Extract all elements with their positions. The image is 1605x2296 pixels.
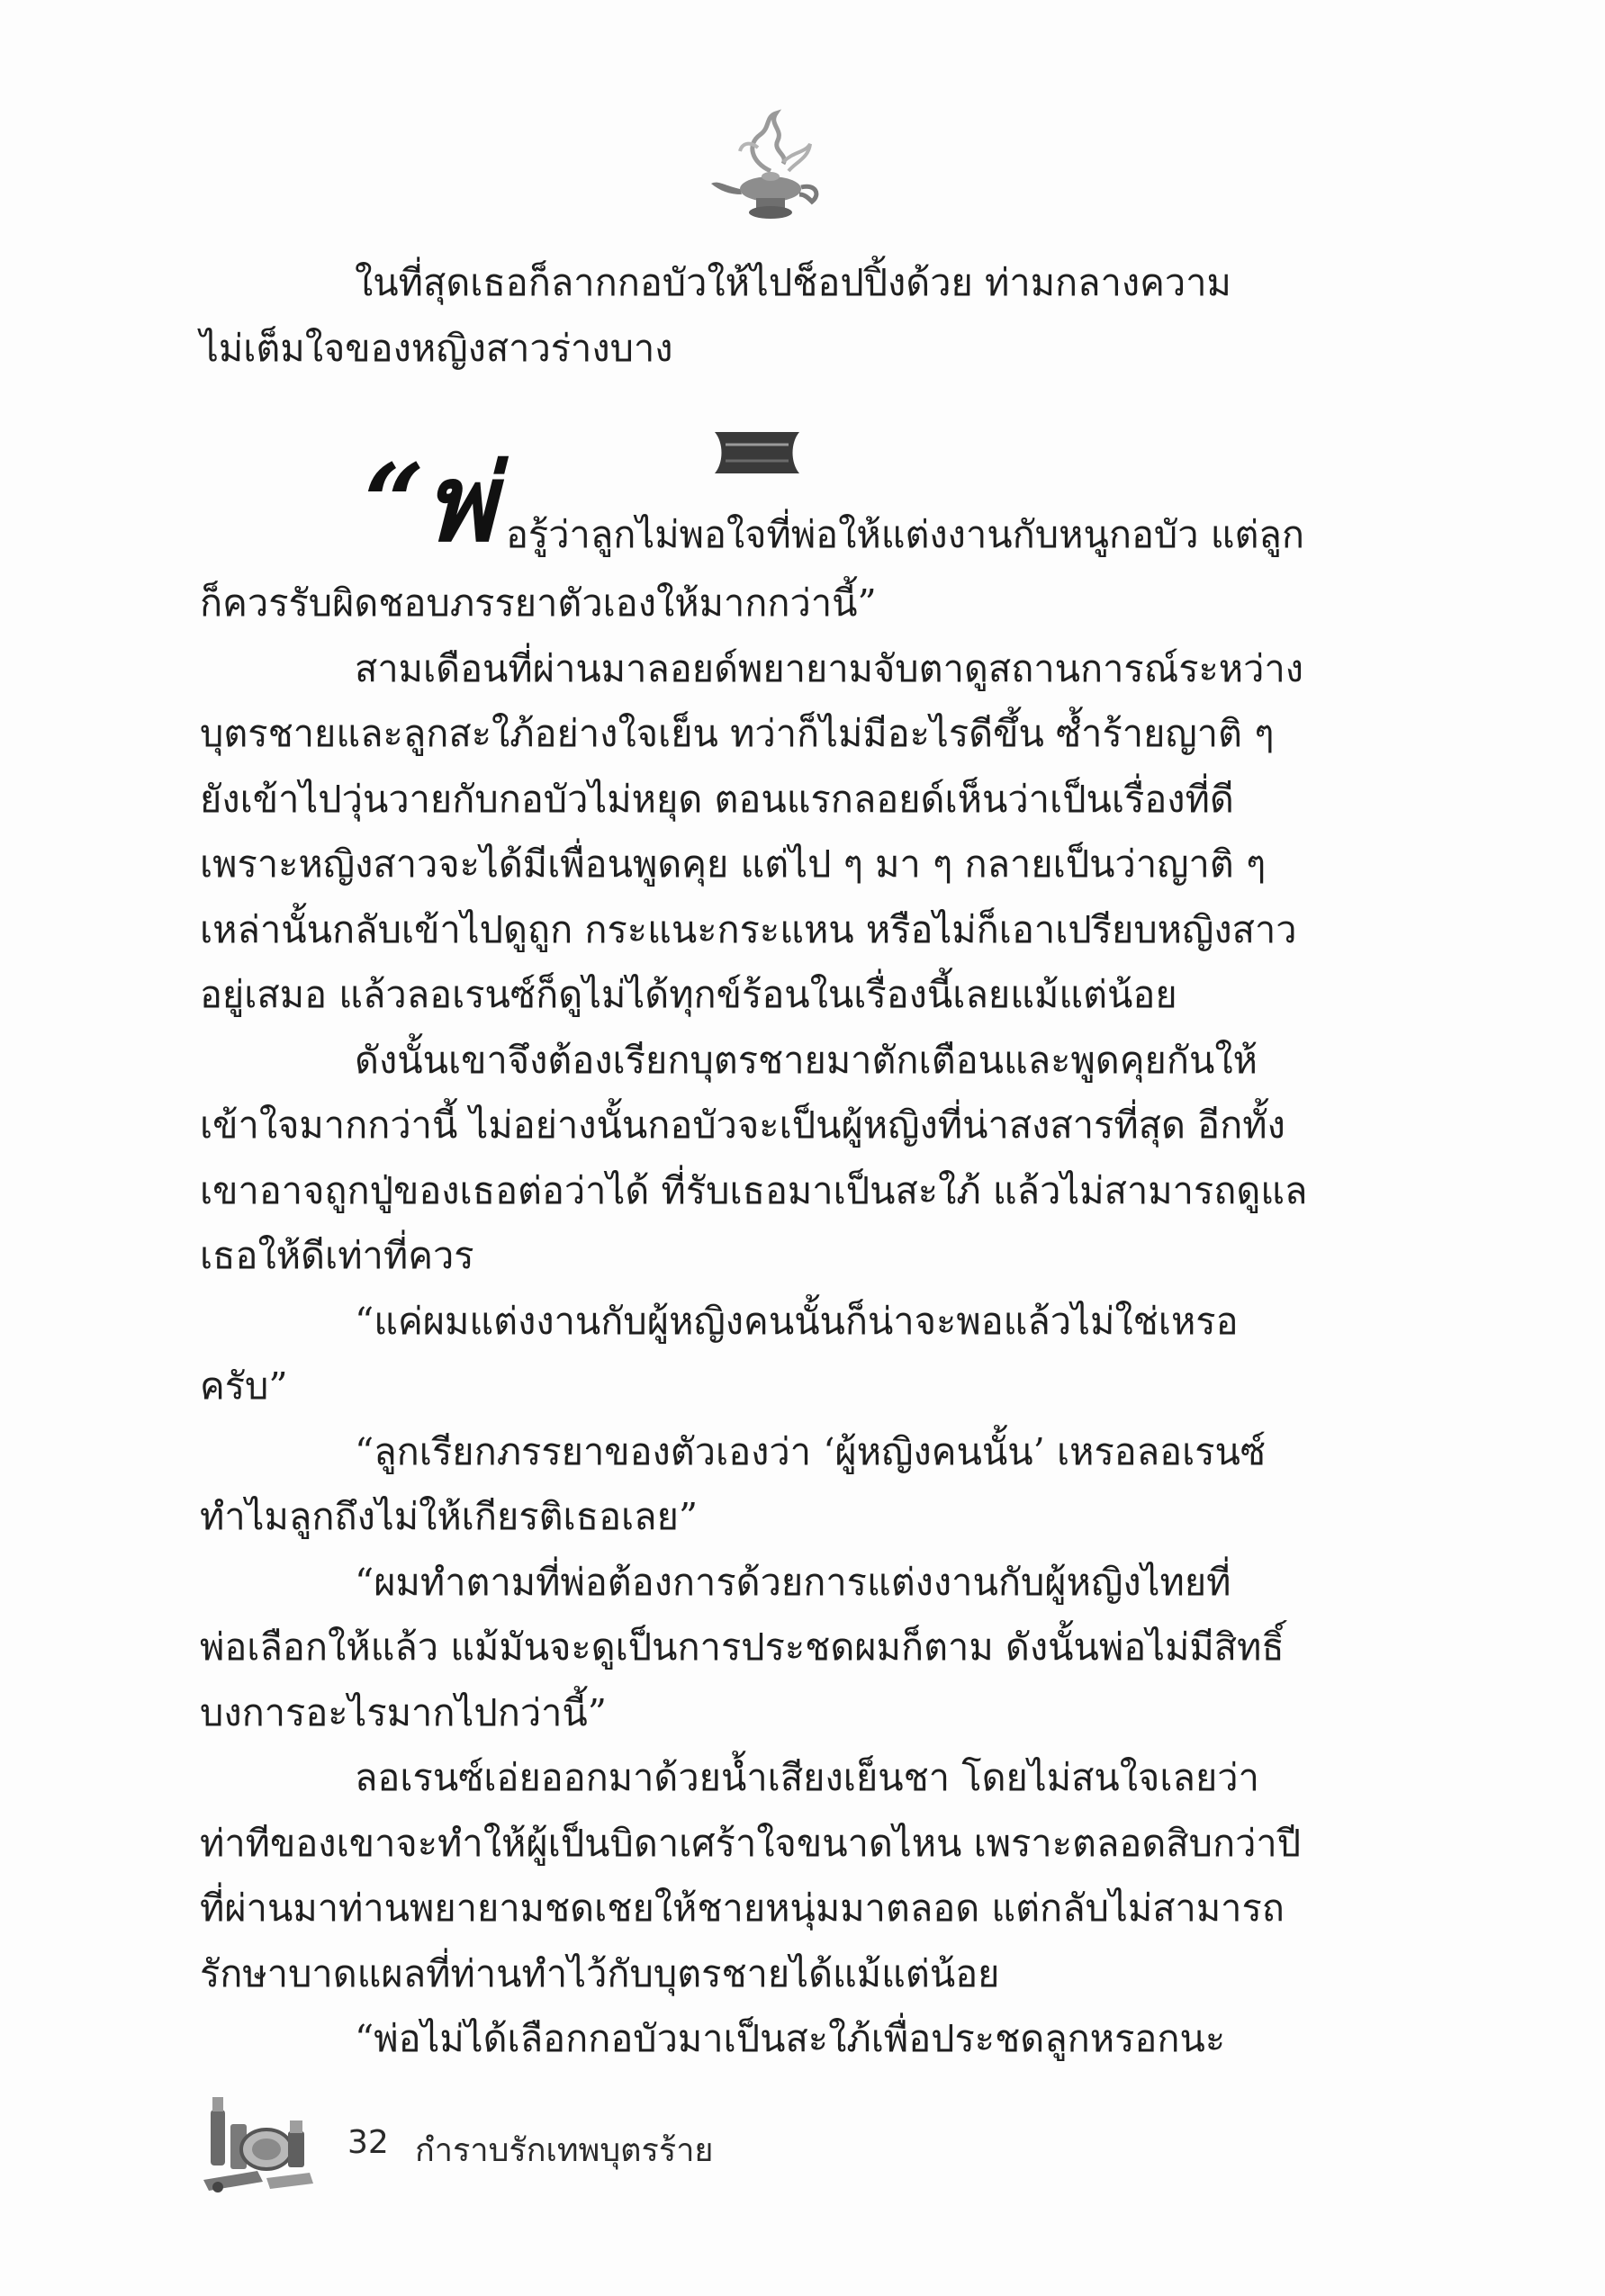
text-line: “ลูกเรียกภรรยาของตัวเองว่า ‘ผู้หญิงคนนั้น’ เหรอลอเรนซ์ xyxy=(355,1428,1267,1473)
drop-cap: “พ่ xyxy=(364,440,495,565)
text-line: ไม่เต็มใจของหญิงสาวร่างบาง xyxy=(200,325,673,370)
text-line: อยู่เสมอ แล้วลอเรนซ์ก็ดูไม่ได้ทุกข์ร้อนในเรื่องนี้เลยแม้แต่น้อย xyxy=(200,972,1177,1016)
text-line: บงการอะไรมากไปกว่านี้” xyxy=(200,1689,608,1734)
text-line: บุตรชายและลูกสะใภ้อย่างใจเย็น ทว่าก็ไม่มีอะไรดีขึ้น ซ้ำร้ายญาติ ๆ xyxy=(200,711,1275,755)
text-line: ก็ควรรับผิดชอบภรรยาตัวเองให้มากกว่านี้” xyxy=(200,581,877,625)
text-line: เขาอาจถูกปู่ของเธอต่อว่าได้ ที่รับเธอมาเป็นสะใภ้ แล้วไม่สามารถดูแล xyxy=(200,1167,1308,1212)
text-line: ท่าทีของเขาจะทำให้ผู้เป็นบิดาเศร้าใจขนาดไหน เพราะตลอดสิบกว่าปี xyxy=(200,1820,1302,1865)
magic-lamp-icon xyxy=(706,108,832,234)
text-line: เข้าใจมากกว่านี้ ไม่อย่างนั้นกอบัวจะเป็นผู้หญิงที่น่าสงสารที่สุด อีกทั้ง xyxy=(200,1103,1285,1147)
text-line: รักษาบาดแผลที่ท่านทำไว้กับบุตรชายได้แม้แต่น้อย xyxy=(200,1950,1000,1995)
text-line: เธอให้ดีเท่าที่ควร xyxy=(200,1233,474,1277)
text-line: ในที่สุดเธอก็ลากกอบัวให้ไปช็อปปิ้งด้วย ท่ามกลางความ xyxy=(355,260,1231,304)
scroll-ornament-icon xyxy=(704,423,810,482)
text-line: “พ่อไม่ได้เลือกกอบัวมาเป็นสะใภ้เพื่อประชดลูกหรอกนะ xyxy=(355,2016,1226,2060)
cosmetics-icon xyxy=(194,2079,320,2205)
text-line: เหล่านั้นกลับเข้าไปดูถูก กระแนะกระแหน หรือไม่ก็เอาเปรียบหญิงสาว xyxy=(200,906,1297,951)
text-line: ที่ผ่านมาท่านพยายามชดเชยให้ชายหนุ่มมาตลอด แต่กลับไม่สามารถ xyxy=(200,1886,1285,1930)
text-line: “แค่ผมแต่งงานกับผู้หญิงคนนั้นก็น่าจะพอแล้วไม่ใช่เหรอ xyxy=(355,1298,1239,1343)
page-footer xyxy=(194,2079,825,2214)
chapter-body xyxy=(200,440,1334,2072)
opening-paragraph xyxy=(200,250,1334,381)
text-line: สามเดือนที่ผ่านมาลอยด์พยายามจับตาดูสถานการณ์ระหว่าง xyxy=(355,645,1304,690)
dropcap-line xyxy=(200,440,1334,571)
book-title: กำราบรักเทพบุตรร้าย xyxy=(415,2132,714,2169)
text-line: พ่อเลือกให้แล้ว แม้มันจะดูเป็นการประชดผมก็ตาม ดังนั้นพ่อไม่มีสิทธิ์ xyxy=(200,1625,1285,1669)
page-number: 32 xyxy=(347,2124,389,2161)
text-line: เพราะหญิงสาวจะได้มีเพื่อนพูดคุย แต่ไป ๆ มา ๆ กลายเป็นว่าญาติ ๆ xyxy=(200,842,1267,886)
text-line: ลอเรนซ์เอ่ยออกมาด้วยน้ำเสียงเย็นชา โดยไม่สนใจเลยว่า xyxy=(355,1755,1259,1799)
text-line: ดังนั้นเขาจึงต้องเรียกบุตรชายมาตักเตือนและพูดคุยกันให้ xyxy=(355,1037,1258,1082)
text-line: ทำไมลูกถึงไม่ให้เกียรติเธอเลย” xyxy=(200,1494,699,1538)
text-line: อรู้ว่าลูกไม่พอใจที่พ่อให้แต่งงานกับหนูกอบัว แต่ลูก xyxy=(506,512,1304,556)
text-line: ยังเข้าไปวุ่นวายกับกอบัวไม่หยุด ตอนแรกลอยด์เห็นว่าเป็นเรื่องที่ดี xyxy=(200,776,1234,821)
text-line: “ผมทำตามที่พ่อต้องการด้วยการแต่งงานกับผู้หญิงไทยที่ xyxy=(355,1559,1231,1604)
text-line: ครับ” xyxy=(200,1364,288,1408)
paragraph-list xyxy=(200,636,1334,2072)
